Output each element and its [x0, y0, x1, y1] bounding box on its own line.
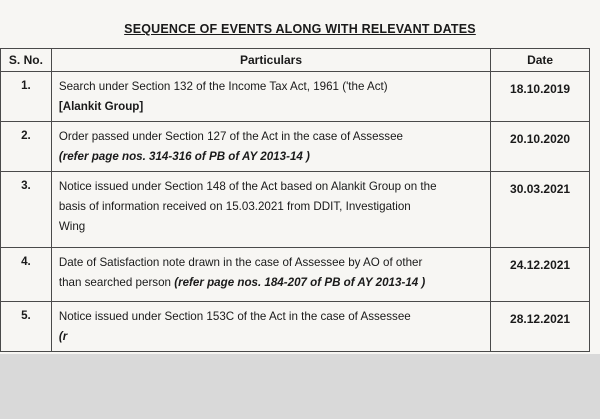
row-sno: 5.: [21, 309, 31, 322]
row-particulars-line: Wing: [58, 220, 86, 233]
row-particulars-line: Notice issued under Section 148 of the Act based on Alankit Group on the: [58, 180, 437, 193]
table-row: [1, 72, 590, 122]
header-sno: S. No.: [1, 49, 52, 72]
row-date: 20.10.2020: [510, 132, 571, 146]
row-particulars-line: Notice issued under Section 153C of the Act in the case of Assessee: [58, 310, 411, 323]
row-particulars-line: (refer page nos. 314-316 of PB of AY 2013-14 ): [58, 150, 310, 163]
row-particulars-line: basis of information received on 15.03.2021 from DDIT, Investigation: [58, 200, 411, 213]
row-particulars-line: Search under Section 132 of the Income Tax Act, 1961 ('the Act): [58, 80, 388, 93]
blank-background: [0, 354, 600, 419]
row-particulars-line: Date of Satisfaction note drawn in the case of Assessee by AO of other: [58, 256, 423, 269]
row-page-reference: (refer page nos. 184-207 of PB of AY 2013-14 ): [174, 276, 426, 289]
row-particulars-line: (r: [58, 330, 68, 343]
row-date: 24.12.2021: [510, 258, 571, 272]
row-sno: 2.: [21, 129, 31, 142]
table-row: [1, 302, 590, 352]
row-particulars-line: [Alankit Group]: [58, 100, 144, 113]
table-row: [1, 172, 590, 248]
row-sno: 3.: [21, 179, 31, 192]
row-particulars-text: than searched person: [58, 276, 175, 289]
table-header-row: [1, 49, 590, 72]
row-date: 18.10.2019: [510, 82, 571, 96]
document-title: SEQUENCE OF EVENTS ALONG WITH RELEVANT DATES: [124, 22, 476, 36]
table-row: [1, 248, 590, 302]
header-particulars: Particulars: [51, 49, 490, 72]
row-sno: 4.: [21, 255, 31, 268]
row-date: 30.03.2021: [510, 182, 571, 196]
events-table: [0, 48, 590, 352]
row-particulars-line: [59, 273, 484, 293]
row-particulars-line: Order passed under Section 127 of the Act in the case of Assessee: [58, 130, 404, 143]
header-date: Date: [491, 49, 590, 72]
row-date: 28.12.2021: [510, 312, 571, 326]
row-sno: 1.: [21, 79, 31, 92]
table-row: [1, 122, 590, 172]
